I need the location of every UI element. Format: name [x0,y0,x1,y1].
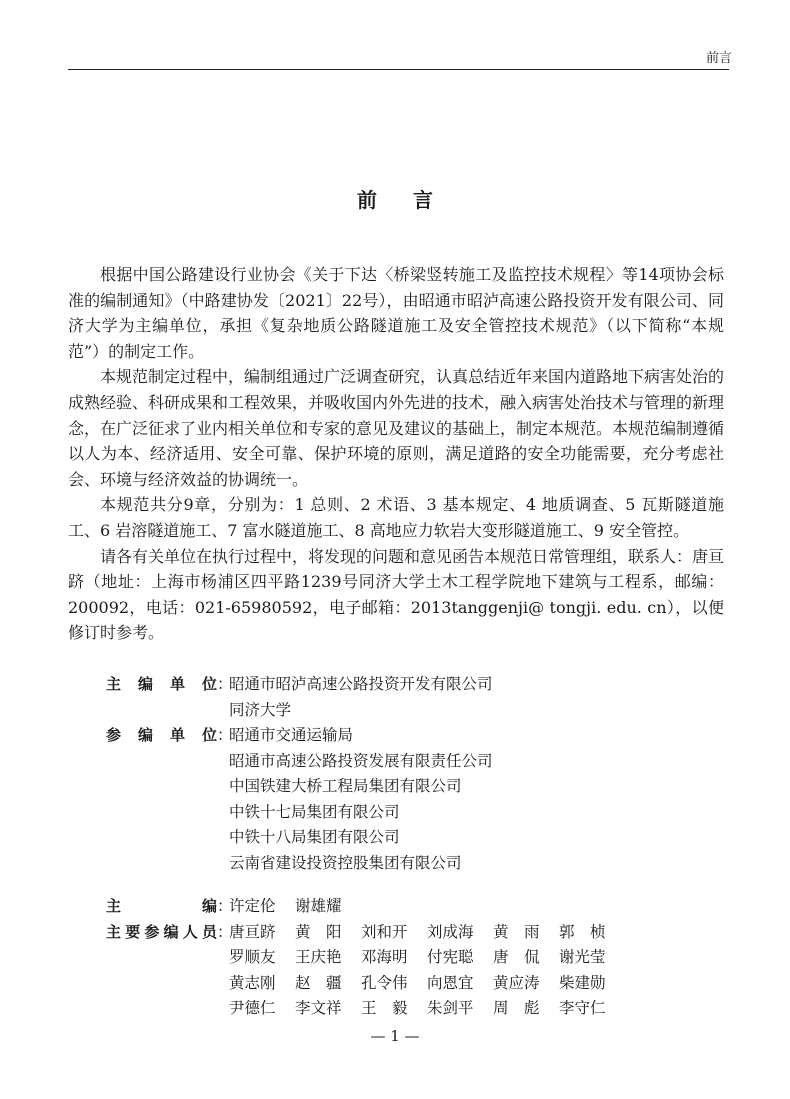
chief-units-label: 主 编 单 位 [106,675,217,693]
main-participants-list [229,920,625,1022]
credits-section [106,672,726,1022]
participating-unit: 中铁十七局集团有限公司 [229,802,400,821]
participating-unit: 云南省建设投资控股集团有限公司 [229,853,462,872]
participating-unit: 昭通市交通运输局 [229,726,354,744]
chief-editors-label: 主 编 [106,897,217,915]
participant-name: 黄 雨 [493,922,540,941]
main-participants-block [106,920,726,1022]
participant-name: 王 毅 [361,999,408,1017]
participant-name: 唐 侃 [493,948,540,966]
participant-name: 郭 桢 [559,922,606,941]
participating-unit: 昭通市高速公路投资发展有限责任公司 [229,751,493,770]
participant-name: 孔令伟 [361,973,408,992]
editor-name: 许定伦 [229,897,276,915]
chief-unit: 同济大学 [229,700,292,719]
participant-name: 王庆艳 [295,948,342,966]
paragraph-2: 本规范制定过程中，编制组通过广泛调查研究，认真总结近年来国内道路地下病害处治的成熟经验、科研成果和工程效果，并吸收国内外先进的技术，融入病害处治技术与管理的新理念，在广泛征求了业内相关单位和专家的意见及建议的基础上，制定本规范。本规范编制遵循以人为本、经济适用、安全可靠、保护环境的原则，满足道路的安全功能需要，充分考虑社会、环境与经济效益的协调统一。 [68,367,725,489]
participant-name: 向恩宜 [427,973,474,992]
participant-name: 黄应涛 [493,973,540,992]
participant-name: 周 彪 [493,999,540,1017]
main-participants-colon: ： [217,922,233,941]
page-number: — 1 — [370,1027,420,1045]
participant-name: 付宪聪 [427,948,474,966]
chief-units-block [106,672,726,723]
main-participants-label: 主 要 参 编 人 员 [106,922,217,941]
participant-name: 邓海明 [361,948,408,966]
participant-name: 柴建勋 [559,973,606,992]
participating-unit: 中国铁建大桥工程局集团有限公司 [229,777,462,795]
page-title: 前言 [357,188,469,212]
preface-body [68,262,724,646]
participating-unit: 中铁十八局集团有限公司 [229,828,400,846]
participant-name: 谢光莹 [559,948,606,966]
participant-name: 唐亘跻 [229,922,276,941]
participating-units-colon: ： [217,726,233,744]
participant-name: 黄志刚 [229,973,276,992]
participant-name: 朱剑平 [427,999,474,1017]
paragraph-1: 根据中国公路建设行业协会《关于下达〈桥梁竖转施工及监控技术规程〉等14项协会标准的编制通知》（中路建协发〔2021〕22号），由昭通市昭泸高速公路投资开发有限公司、同济大学为主编单位，承担《复杂地质公路隧道施工及安全管控技术规范》（以下简称“本规范”）的制定工作。 [68,265,724,361]
running-header: 前言 [705,51,732,66]
participant-name: 李守仁 [559,999,606,1017]
chief-units-list [229,672,493,723]
participant-name: 黄 阳 [295,922,342,941]
participating-units-list [229,723,493,876]
participant-name: 罗顺友 [229,948,276,966]
chief-unit: 昭通市昭泸高速公路投资开发有限公司 [229,675,493,693]
participant-name: 刘成海 [427,922,474,941]
editor-name: 谢雄耀 [295,897,342,915]
participant-name: 刘和开 [361,922,408,941]
participating-units-block [106,723,726,876]
paragraph-4: 请各有关单位在执行过程中，将发现的问题和意见函告本规范日常管理组，联系人：唐亘跻（地址：上海市杨浦区四平路1239号同济大学土木工程学院地下建筑与工程系，邮编：200092，电话：021-65980592，电子邮箱：2013tanggenji@ tongji. edu. cn），以便修订时参考。 [68,546,725,643]
participant-name: 赵 疆 [295,973,342,992]
chief-editors-list [229,894,625,920]
chief-units-colon: ： [217,675,233,693]
header-rule [68,69,729,70]
chief-editors-colon: ： [217,897,233,915]
paragraph-3: 本规范共分9章，分别为：1 总则、2 术语、3 基本规定、4 地质调查、5 瓦斯隧道施工、6 岩溶隧道施工、7 富水隧道施工、8 高地应力软岩大变形隧道施工、9 安全管控。 [68,495,724,540]
participant-name: 尹德仁 [229,999,276,1017]
participating-units-label: 参 编 单 位 [106,726,217,744]
credits-spacer [106,876,726,894]
participant-name: 李文祥 [295,999,342,1017]
chief-editors-block [106,894,726,920]
